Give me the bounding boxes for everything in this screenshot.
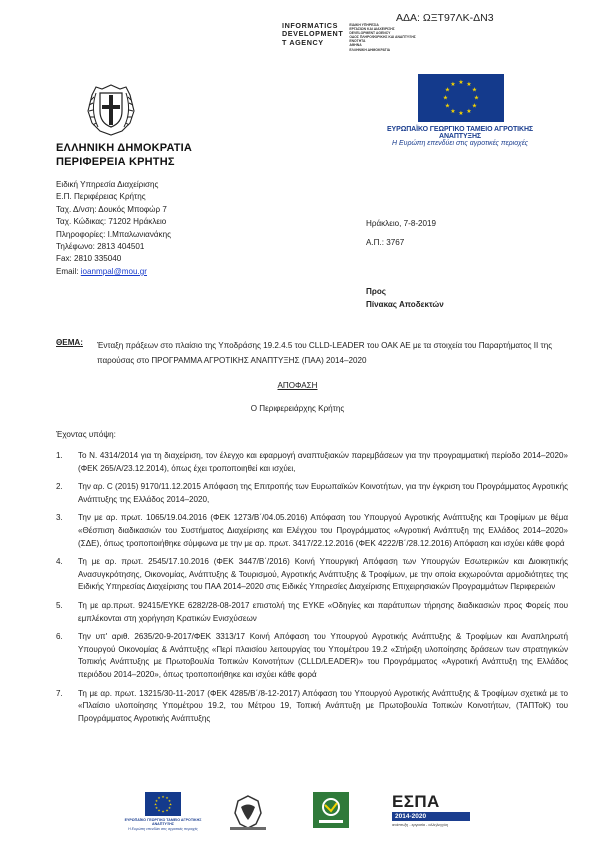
eu-flag-icon xyxy=(418,74,504,122)
recipient-value: Πίνακας Αποδεκτών xyxy=(366,300,444,309)
list-item xyxy=(56,631,568,681)
email-link[interactable]: ioanmpal@mou.gr xyxy=(80,266,148,276)
svg-text:★: ★ xyxy=(466,108,472,115)
list-item-number: 2. xyxy=(56,482,63,492)
protocol-number: Α.Π.: 3767 xyxy=(366,238,405,247)
decision-title: ΑΠΟΦΑΣΗ xyxy=(277,381,318,390)
heading-region: ΠΕΡΙΦΕΡΕΙΑ ΚΡΗΤΗΣ xyxy=(56,156,175,168)
list-item-text: Την υπ' αριθ. 2635/20-9-2017/ΦΕΚ 3313/17 Κοινή Απόφαση του Υπουργού Αγροτικής Ανάπτυξης & Τροφίμων και Αναπληρωτή Υπουργού Οικονομίας & Ανάπτυξης «Περί πλαισίου λειτουργίας του Υπομέτρου 19.2 «Στήριξη υλοποίησης δράσεων των στρατηγικών Τοπικής Ανάπτυξης με Πρωτοβουλία Τοπικών Κοινοτήτων (CLLD/LEADER)» του Προγράμματος «Αγροτική Ανάπτυξη της Ελλάδος περιόδου 2014–2020», όπως τροποποιήθηκε και ισχύει κάθε φορά xyxy=(78,632,568,679)
sender-line: Ταχ. Κώδικας: 71202 Ηράκλειο xyxy=(56,217,167,227)
sender-block xyxy=(56,179,171,278)
having-regard-label: Έχοντας υπόψη: xyxy=(56,430,116,439)
informatics-logo-text: INFORMATICS DEVELOPMENT T AGENCY xyxy=(282,21,344,47)
espa-logo xyxy=(392,793,470,827)
list-item-number: 7. xyxy=(56,688,63,698)
eafrd-slogan: Η Ευρώπη επενδύει στις αγροτικές περιοχές xyxy=(391,140,529,147)
svg-text:★: ★ xyxy=(442,94,449,102)
list-item-text: Τη με αρ. πρωτ. 13215/30-11-2017 (ΦΕΚ 4285/Β΄/8-12-2017) Απόφαση του Υπουργού Αγροτικής Ανάπτυξης & Τροφίμων σχετικά με το «Πλαίσιο υλοποίησης Υπομέτρου 19.2, του Μέτρου 19, Τοπική Ανάπτυξη με Πρωτοβουλία Τοπικών Κοινοτήτων, (ΤΑΠΤοΚ) του Προγράμματος Αγροτικής Ανάπτυξης xyxy=(78,688,568,723)
svg-text:★: ★ xyxy=(444,102,451,110)
svg-text:★: ★ xyxy=(450,81,456,88)
svg-text:★: ★ xyxy=(157,796,161,800)
list-item-number: 4. xyxy=(56,557,63,567)
sender-line: Ε.Π. Περιφέρειας Κρήτης xyxy=(56,192,146,202)
ada-code: ΑΔΑ: ΩΞΤ97ΛΚ-ΔΝ3 xyxy=(396,12,494,24)
svg-text:★: ★ xyxy=(154,805,159,810)
footer-eafrd-label: ΕΥΡΩΠΑΪΚΟ ΓΕΩΡΓΙΚΟ ΤΑΜΕΙΟ ΑΓΡΟΤΙΚΗΣ ΑΝΑΠΤΥΞΗΣ Η Ευρώπη επενδύει στις αγροτικές περιοχές xyxy=(124,818,202,831)
decision-by: Ο Περιφερειάρχης Κρήτης xyxy=(250,404,345,413)
svg-text:★: ★ xyxy=(167,798,172,803)
document-date: Ηράκλειο, 7-8-2019 xyxy=(366,219,437,228)
espa-title: ΕΣΠΑ xyxy=(392,792,440,811)
svg-text:★: ★ xyxy=(466,81,472,88)
list-item-text: Το Ν. 4314/2014 για τη διαχείριση, τον έλεγχο και εφαρμογή αναπτυξιακών παρεμβάσεων για την προγραμματική περίοδο 2014–2020» (ΦΕΚ 265/Α/23.12.2014), όπως έχει τροποποιηθεί και ισχύει, xyxy=(78,451,568,473)
svg-text:★: ★ xyxy=(157,808,161,813)
svg-text:★: ★ xyxy=(473,94,480,102)
svg-text:★: ★ xyxy=(165,796,169,800)
subject-text: Ένταξη πράξεων στο πλαίσιο της Υποδράσης 19.2.4.5 του CLLD-LEADER του ΟΑΚ ΑΕ με τα στοιχεία του Παραρτήματος ΙΙ της παρούσας στο ΠΡΟΓΡΑΜΜΑ ΑΓΡΟΤΙΚΗΣ ΑΝΑΠΤΥΞΗΣ (ΠΑΑ) 2014–2020 xyxy=(97,341,553,365)
svg-text:★: ★ xyxy=(471,86,478,94)
svg-text:★: ★ xyxy=(444,86,451,94)
subject-label: ΘΕΜΑ: xyxy=(56,338,83,347)
list-item xyxy=(56,481,568,506)
list-item xyxy=(56,512,568,550)
svg-text:★: ★ xyxy=(154,798,159,803)
svg-text:★: ★ xyxy=(165,808,169,813)
eafrd-label xyxy=(367,126,553,147)
sender-line: Ταχ. Δ/νση: Δουκός Μποφώρ 7 xyxy=(56,204,167,214)
informatics-logo-small-text: ΕΙΔΙΚΗ ΥΠΗΡΕΣΙΑ ΕΡΓΑΣΙΩΝ ΚΑΙ ΔΙΑΧΕΙΡΙΣΗΣ DEVELOPMENT AGENCY ΟΔΟΣ ΠΛΗΡΟΦΟΡΙΚΗΣ ΚΑΙ ΑΝΑΠΤΥΞΗΣ ΕΝΟΤΗΤΑ ΑΘΗΝΑ ΕΛΛΗΝΙΚΗ ΔΗΜΟΚΡΑΤΙΑ xyxy=(349,23,416,52)
svg-text:★: ★ xyxy=(153,802,158,807)
svg-text:★: ★ xyxy=(167,805,172,810)
sender-email-line xyxy=(56,266,171,278)
list-item xyxy=(56,450,568,475)
eu-flag-icon xyxy=(145,792,181,816)
considerations-list xyxy=(56,450,568,731)
espa-period: 2014-2020 xyxy=(392,812,470,821)
greek-coat-of-arms-icon xyxy=(86,83,136,137)
list-item-text: Τη με αρ. πρωτ. 2545/17.10.2016 (ΦΕΚ 3447/Β΄/2016) Κοινή Υπουργική Απόφαση των Υπουργών Εσωτερικών και Διοικητικής Ανασυγκρότησης, Οικονομίας, Ανάπτυξης & Τουρισμού, Αγροτικής Ανάπτυξης & Τροφίμων, με την οποία εκχωρούνται αρμοδιότητες της Ειδικής Υπηρεσίας Διαχείρισης του ΠΑΑ 2014–2020 στις Ειδικές Υπηρεσίες Διαχείρισης Επιχειρησιακών Προγραμμάτων Περιφερειών xyxy=(78,557,568,592)
list-item-text: Την με αρ. πρωτ. 1065/19.04.2016 (ΦΕΚ 1273/Β΄/04.05.2016) Απόφαση του Υπουργού Αγροτικής Ανάπτυξης και Τροφίμων με θέμα «Θέσπιση διαδικασιών του Συστήματος Διαχείρισης και Ελέγχου του Προγράμματος «Αγροτική Ανάπτυξη της Ελλάδος 2014–2020» (ΣΔΕ), όπως τροποποιήθηκε σύμφωνα με την με αρ. πρωτ. 3417/22.12.2016 (ΦΕΚ 4222/Β΄/28.12.2016) Απόφαση και ισχύει κάθε φορά xyxy=(78,513,568,548)
list-item-number: 3. xyxy=(56,513,63,523)
svg-text:★: ★ xyxy=(458,79,464,86)
svg-text:★: ★ xyxy=(161,809,165,814)
ministry-logo-icon xyxy=(228,793,268,831)
recipient-label: Προς xyxy=(366,287,387,296)
heading-republic: ΕΛΛΗΝΙΚΗ ΔΗΜΟΚΡΑΤΙΑ xyxy=(56,142,193,154)
list-item xyxy=(56,600,568,625)
leader-logo-icon xyxy=(313,792,349,828)
footer-logos xyxy=(0,787,595,837)
list-item xyxy=(56,556,568,594)
svg-text:★: ★ xyxy=(458,110,464,117)
email-label: Email: xyxy=(56,266,81,276)
sender-line: Πληροφορίες: Ι.Μπαλωνιανάκης xyxy=(56,229,171,239)
eafrd-title: ΕΥΡΩΠΑΪΚΟ ΓΕΩΡΓΙΚΟ ΤΑΜΕΙΟ ΑΓΡΟΤΙΚΗΣ ΑΝΑΠΤΥΞΗΣ xyxy=(386,126,534,140)
list-item xyxy=(56,688,568,726)
svg-text:★: ★ xyxy=(450,108,456,115)
list-item-text: Τη με αρ.πρωτ. 92415/ΕΥΚΕ 6282/28-08-2017 επιστολή της ΕΥΚΕ «Οδηγίες και παράτυπων τήρησης διαδικασιών προς Φορείς που εμπλέκονται στη χορήγηση Κρατικών Ενισχύσεων xyxy=(78,600,568,623)
informatics-agency-logo xyxy=(282,22,416,52)
sender-line: Τηλέφωνο: 2813 404501 xyxy=(56,242,145,252)
espa-slogan: ανάπτυξη - εργασία - αλληλεγγύη xyxy=(392,823,449,827)
svg-text:★: ★ xyxy=(161,795,165,799)
list-item-text: Την αρ. C (2015) 9170/11.12.2015 Απόφαση της Επιτροπής των Ευρωπαϊκών Κοινοτήτων, για την έγκριση του Προγράμματος Αγροτικής Ανάπτυξης της Ελλάδος 2014–2020, xyxy=(78,482,568,504)
list-item-number: 6. xyxy=(56,632,63,642)
sender-line: Ειδική Υπηρεσία Διαχείρισης xyxy=(56,180,159,189)
list-item-number: 1. xyxy=(56,451,63,460)
svg-text:★: ★ xyxy=(471,102,478,110)
sender-line: Fax: 2810 335040 xyxy=(56,254,122,264)
list-item-number: 5. xyxy=(56,600,63,610)
svg-text:★: ★ xyxy=(168,802,173,807)
